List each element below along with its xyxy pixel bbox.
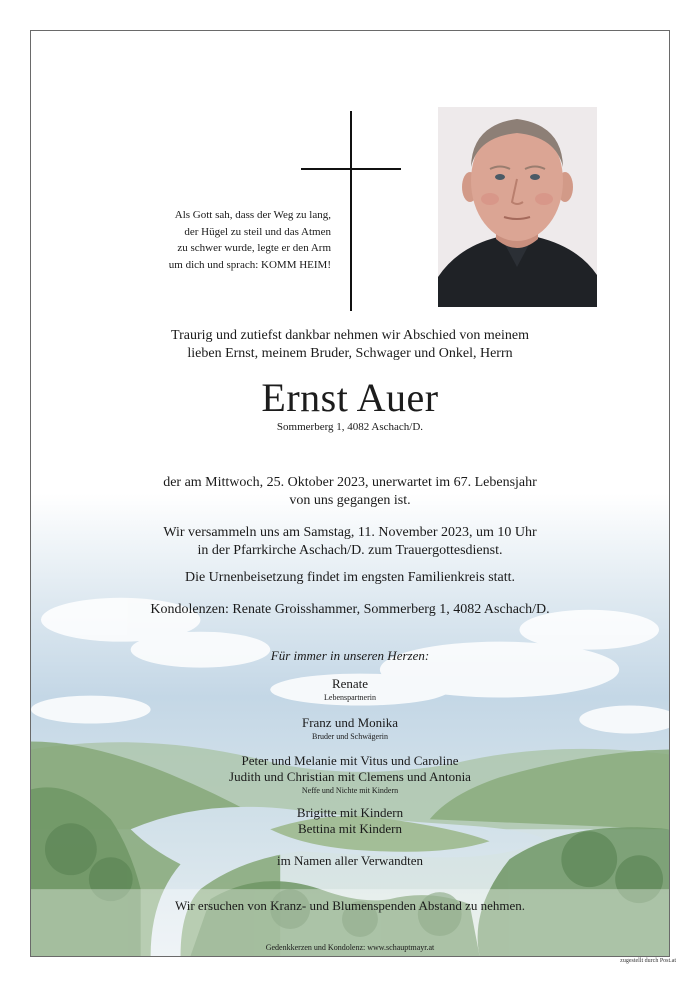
mourner-role: Neffe und Nichte mit Kindern — [301, 786, 399, 795]
poem-line: zu schwer wurde, legte er den Arm — [177, 242, 331, 254]
obituary-frame — [30, 30, 670, 957]
deceased-address: Sommerberg 1, 4082 Aschach/D. — [276, 421, 424, 433]
poem-line: um dich und sprach: KOMM HEIM! — [168, 258, 331, 271]
mourner-name: Brigitte mit Kindern — [296, 805, 404, 820]
intro-line: Traurig und zutiefst dankbar nehmen wir Abschied von meinem — [171, 328, 529, 343]
deceased-name: Ernst Auer — [261, 375, 439, 420]
mourner-name: Peter und Melanie mit Vitus und Caroline — [241, 753, 459, 768]
death-notice — [31, 474, 669, 510]
mourner-role: Bruder und Schwägerin — [312, 732, 388, 741]
poem-line: Als Gott sah, dass der Weg zu lang, — [174, 209, 331, 221]
condolences-notice: Kondolenzen: Renate Groisshammer, Sommerberg 1, 4082 Aschach/D. — [150, 602, 550, 617]
portrait-photo — [438, 107, 597, 307]
funeral-line: in der Pfarrkirche Aschach/D. zum Trauergottesdienst. — [197, 543, 503, 558]
mourner-name: Franz und Monika — [301, 715, 399, 730]
relatives-line: im Namen aller Verwandten — [277, 853, 423, 868]
intro-text — [31, 327, 669, 363]
funeral-line: Wir versammeln uns am Samstag, 11. November 2023, um 10 Uhr — [163, 525, 537, 540]
intro-line: lieben Ernst, meinem Bruder, Schwager und Onkel, Herrn — [187, 346, 513, 361]
footer-note: Gedenkkerzen und Kondolenz: www.schauptmayr.at — [265, 943, 435, 952]
postal-note: zugestellt durch Post.at — [620, 958, 676, 964]
funeral-notice — [31, 524, 669, 560]
poem — [111, 207, 331, 273]
poem-line: der Hügel zu steil und das Atmen — [184, 225, 331, 238]
mourner-name: Renate — [331, 676, 369, 691]
mourner-role: Lebenspartnerin — [324, 693, 376, 702]
flower-request: Wir ersuchen von Kranz- und Blumenspenden Abstand zu nehmen. — [174, 898, 526, 913]
mourner-name: Bettina mit Kindern — [298, 821, 402, 836]
forever-heading: Für immer in unseren Herzen: — [270, 648, 430, 663]
cross-icon — [301, 111, 401, 311]
mourner-name: Judith und Christian mit Clemens und Antonia — [229, 769, 471, 784]
death-line: von uns gegangen ist. — [289, 493, 411, 508]
death-line: der am Mittwoch, 25. Oktober 2023, unerwartet im 67. Lebensjahr — [163, 475, 537, 490]
urn-notice: Die Urnenbeisetzung findet im engsten Familienkreis statt. — [184, 570, 516, 585]
